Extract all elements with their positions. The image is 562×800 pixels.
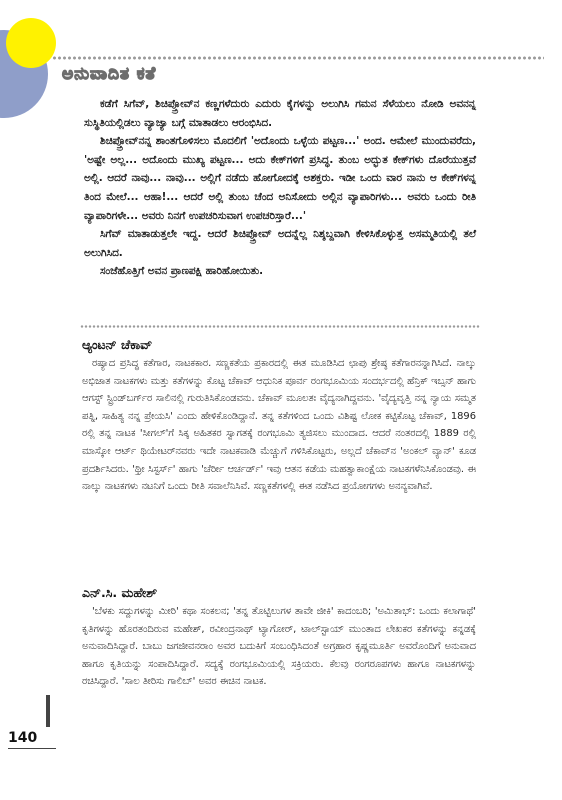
dotted-divider-middle [80,325,480,328]
translator-heading-mahesh: ಎನ್.ಸಿ. ಮಹೇಶ್ [82,585,158,600]
story-paragraph: ಶಿಚಿಪ್ತ್ರೋವ್‌ನನ್ನ ಶಾಂತಗೊಳಿಸಲು ಮೊದಲಿಗೆ 'ಅದೊಂದು ಒಳ್ಳೆಯ ಪಟ್ಟಣ...' ಅಂದ. ಆಮೇಲೆ ಮುಂದುವರೆದು, 'ಅಷ್ಟೇ ಅಲ್ಲ... ಅದೊಂದು ಮುಖ್ಯ ಪಟ್ಟಣ... ಅದು ಕೇಕ್‌ಗಳಿಗೆ ಪ್ರಸಿದ್ಧ. ತುಂಬ ಅದ್ಭುತ ಕೇಕ್‌ಗಳು ದೊರೆಯುತ್ತವೆ ಅಲ್ಲಿ. ಆದರೆ ನಾವು... ನಾವು... ಅಲ್ಲಿಗೆ ನಡೆದು ಹೋಗೋದಕ್ಕೆ ಅಶಕ್ತರು. ಇಡೀ ಒಂದು ವಾರ ನಾನು ಆ ಕೇಕ್‌ಗಳನ್ನ ತಿಂದ ಮೇಲೆ... ಆಹಾ!... ಆದರೆ ಅಲ್ಲಿ ತುಂಬ ಚೆಂದ ಅನಿಸೋದು ಅಲ್ಲಿನ ವ್ಯಾಪಾರಿಗಳು... ಅವರು ಒಂದು ರೀತಿ ವ್ಯಾಪಾರಿಗಳೇ... ಅವರು ನಿನಗೆ ಉಪಚರಿಸುವಾಗ ಉಪಚರಿಸ್ತಾರೆ...' [84,135,476,222]
author-bio-text: ರಷ್ಯಾದ ಪ್ರಸಿದ್ಧ ಕತೆಗಾರ, ನಾಟಕಕಾರ. ಸಣ್ಣಕತೆಯ ಪ್ರಕಾರದಲ್ಲಿ ಈತ ಮೂಡಿಸಿದ ಛಾಪು ಶ್ರೇಷ್ಠ ಕತೆಗಾರನನ್ನಾಗಿಸಿದೆ. ನಾಲ್ಕು ಅಭಿಜಾತ ನಾಟಕಗಳು ಮತ್ತು ಕತೆಗಳನ್ನು ಕೊಟ್ಟ ಚೆಕಾವ್ ಆಧುನಿಕ ಪೂರ್ವ ರಂಗಭೂಮಿಯ ಸಂದರ್ಭದಲ್ಲಿ ಹೆನ್ರಿಕ್ ಇಬ್ಸನ್ ಹಾಗು ಆಗಸ್ಟ್ ಸ್ಟ್ರಿಂಡ್‌ಬರ್ಗ್‌ರ ಸಾಲಿನಲ್ಲಿ ಗುರುತಿಸಿಕೊಂಡವನು. ಚೆಕಾವ್ ಮೂಲತಃ ವೈದ್ಯನಾಗಿದ್ದವನು. 'ವೈದ್ಯವೃತ್ತಿ ನನ್ನ ನ್ಯಾಯ ಸಮ್ಮತ ಪತ್ನಿ, ಸಾಹಿತ್ಯ ನನ್ನ ಪ್ರೇಯಸಿ' ಎಂದು ಹೇಳಿಕೊಂಡಿದ್ದಾನೆ. ತನ್ನ ಕತೆಗಳಿಂದ ಒಂದು ವಿಶಿಷ್ಟ ಲೋಕ ಕಟ್ಟಿಕೊಟ್ಟ ಚೆಕಾವ್, 1896 ರಲ್ಲಿ ತನ್ನ ನಾಟಕ 'ಸೀಗಲ್'ಗೆ ಸಿಕ್ಕ ಅಹಿತಕರ ಸ್ವಾಗತಕ್ಕೆ ರಂಗಭೂಮಿ ತ್ಯಜಿಸಲು ಮುಂದಾದ. ಆದರೆ ನಂತರದಲ್ಲಿ 1889 ರಲ್ಲಿ ಮಾಸ್ಕೋ ಆರ್ಟ್ ಥಿಯೇಟರ್‌ನವರು ಇದೇ ನಾಟಕವಾಡಿ ಮೆಚ್ಚುಗೆ ಗಳಿಸಿಕೊಟ್ಟರು, ಅಲ್ಲದೆ ಚೆಕಾವ್‌ನ 'ಅಂಕಲ್ ವ್ಯಾನ್' ಕೂಡ ಪ್ರದರ್ಶಿಸಿದರು. 'ಥ್ರೀ ಸಿಸ್ಟರ್ಸ್' ಹಾಗು 'ಚೆರ್ರೀ ಆರ್ಚರ್ಡ್' ಇವು ಆತನ ಕಡೆಯ ಮಹತ್ವಾಕಾಂಕ್ಷೆಯ ನಾಟಕಗಳೆನಿಸಿಕೊಂಡವು. ಈ ನಾಲ್ಕು ನಾಟಕಗಳು ನಟನಿಗೆ ಒಂದು ರೀತಿ ಸವಾಲೆನಿಸಿವೆ. ಸಣ್ಣಕತೆಗಳಲ್ಲಿ ಈತ ನಡೆಸಿದ ಪ್ರಯೋಗಗಳು ಅನನ್ಯವಾಗಿವೆ. [82,358,476,493]
story-paragraph: ಸಿಗೆವ್ ಮಾತಾಡುತ್ತಲೇ ಇದ್ದ. ಆದರೆ ಶಿಚಿಪ್ತ್ರೋವ್ ಅದನ್ನೆಲ್ಲ ನಿಶ್ಶಬ್ದವಾಗಿ ಕೇಳಿಸಿಕೊಳ್ಳುತ್ತ ಅಸಮ್ಮತಿಯಲ್ಲಿ ತಲೆ ಅಲುಗಿಸಿದ. [84,228,476,259]
margin-bar [46,695,50,727]
page-number-rule [8,748,56,749]
translator-bio-mahesh [82,603,476,691]
story-paragraph: ಕಡೆಗೆ ಸಿಗೆವ್, ಶಿಚಿಪ್ತ್ರೋವ್‌ನ ಕಣ್ಣಗಳೆದುರು ಎದುರು ಕೈಗಳನ್ನು ಅಲುಗಿಸಿ ಗಮನ ಸೆಳೆಯಲು ನೋಡಿ ಅವನನ್ನ ಸುಸ್ಥಿತಿಯಲ್ಲಿಡಲು ವ್ಯಾಜ್ಯಾ ಬಗ್ಗೆ ಮಾತಾಡಲು ಆರಂಭಿಸಿದ. [84,98,476,129]
decorative-yellow-circle [6,18,56,68]
author-heading-chekhov: ಆ್ಯಂಟನ್ ಚೆಕಾವ್ [82,337,153,352]
author-bio-chekhov [82,355,476,496]
translator-bio-text: 'ಬೆಳಕು ಸದ್ದುಗಳನ್ನು ಮೀರಿ' ಕಥಾ ಸಂಕಲನ; 'ತನ್ನ ತೊಟ್ಟಿಲುಗಳ ತಾವೇ ಜೀಕಿ' ಕಾದಂಬರಿ; 'ಅಮಿತಾಭ್: ಒಂದು ಕಲಾಗಾಥೆ' ಕೃತಿಗಳನ್ನು ಹೊರತಂದಿರುವ ಮಹೇಶ್, ರವೀಂದ್ರನಾಥ್ ಟ್ಯಾಗೋರ್, ಟಾಲ್‌ಸ್ಟಾಯ್ ಮುಂತಾದ ಲೇಖಕರ ಕತೆಗಳನ್ನು ಕನ್ನಡಕ್ಕೆ ಅನುವಾದಿಸಿದ್ದಾರೆ. ಬಾಬು ಜಗಜೀವನರಾಂ ಅವರ ಬದುಕಿಗೆ ಸಂಬಂಧಿಸಿದಂತೆ ಅಗ್ರಹಾರ ಕೃಷ್ಣಮೂರ್ತಿ ಅವರೊಂದಿಗೆ ಅನುವಾದ ಹಾಗೂ ಕೃತಿಯನ್ನು ಸಂಪಾದಿಸಿದ್ದಾರೆ. ಸದ್ಯಕ್ಕೆ ರಂಗಭೂಮಿಯಲ್ಲಿ ಸಕ್ರಿಯರು. ಕೆಲವು ರಂಗರೂಪಗಳು ಹಾಗೂ ನಾಟಕಗಳನ್ನು ರಚಿಸಿದ್ದಾರೆ. 'ಸಾಲ ತೀರಿಸು ಗಾಲಿಬ್' ಅವರ ಈಚಿನ ನಾಟಕ. [82,606,476,688]
story-paragraph: ಸಂಜೆಹೊತ್ತಿಗೆ ಅವನ ಪ್ರಾಣಪಕ್ಷಿ ಹಾರಿಹೋಯಿತು. [100,265,264,278]
section-title: ಅನುವಾದಿತ ಕತೆ [62,64,157,84]
dotted-divider-top [52,56,544,60]
page-number: 140 [8,730,38,746]
story-text [84,95,476,281]
